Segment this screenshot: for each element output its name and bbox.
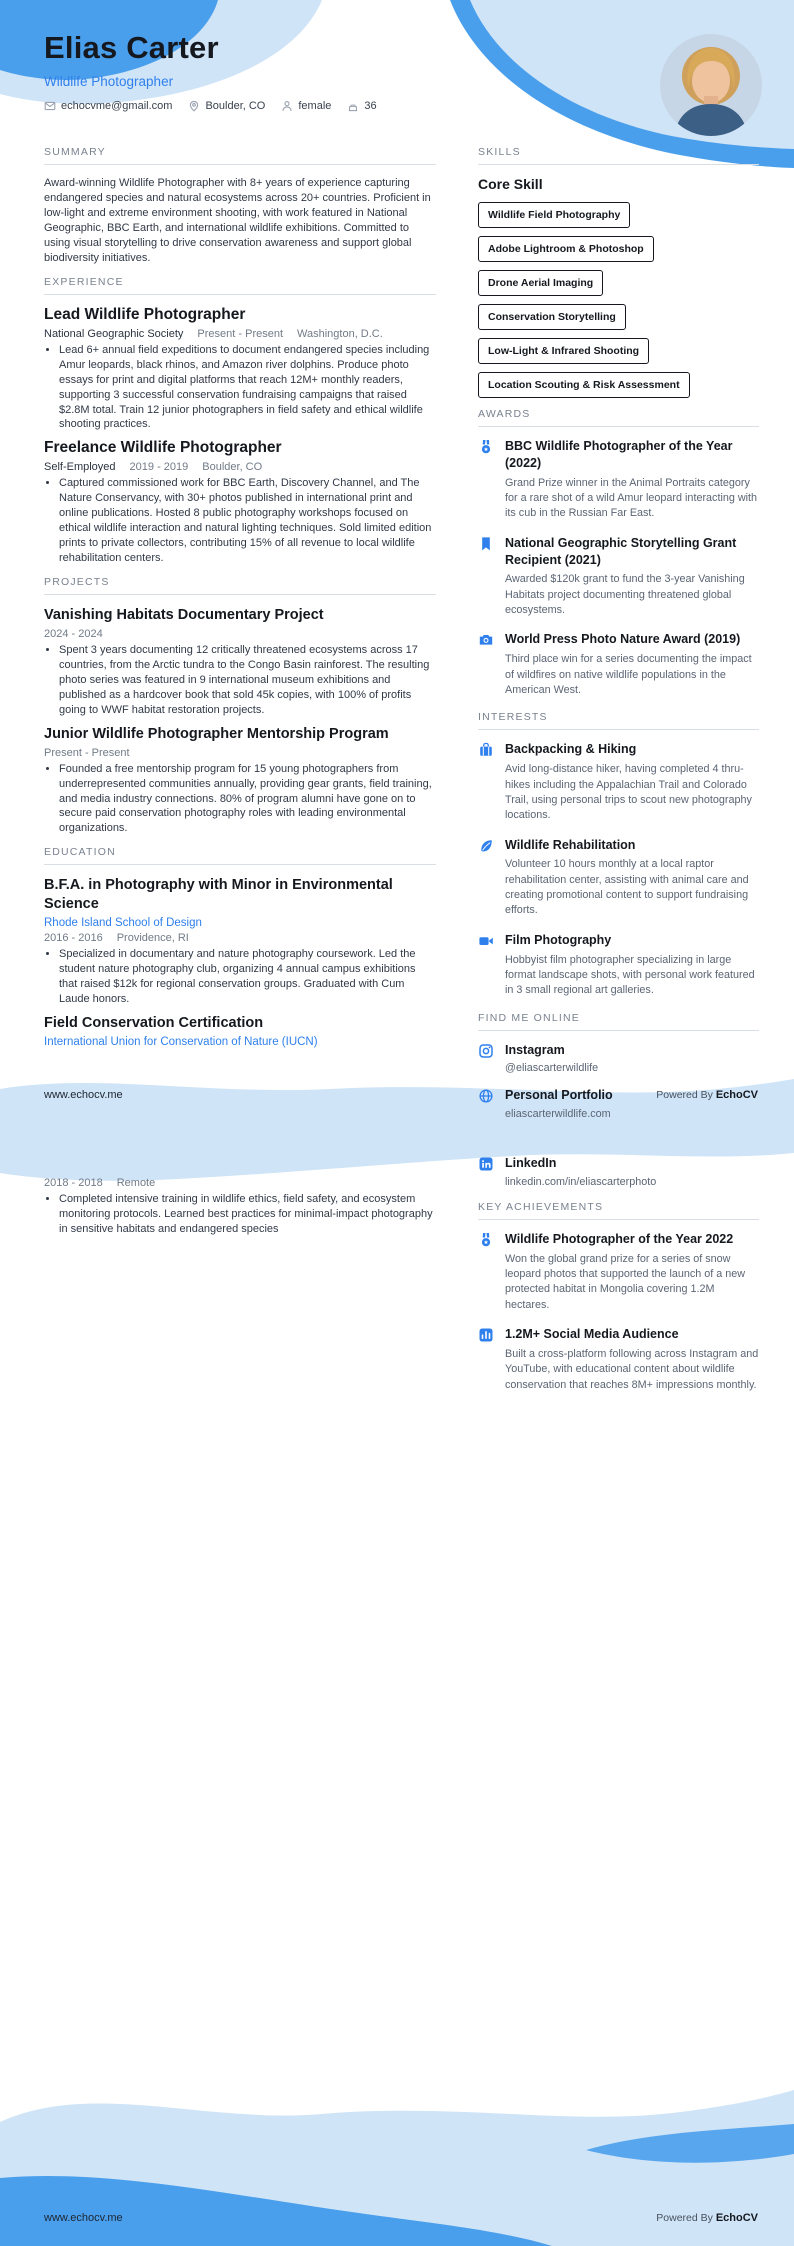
job-meta [44,328,436,340]
school-link[interactable]: Rhode Island School of Design [44,917,202,930]
right-column [478,146,759,1123]
experience-item [44,439,436,566]
education-item [44,876,436,1007]
section-summary [44,146,436,266]
award-title: National Geographic Storytelling Grant Recipient (2021) [505,535,737,567]
email-icon [44,100,56,112]
contact-gender-text: female [298,100,332,112]
online-handle: @eliascarterwildlife [505,1062,599,1075]
award-title: BBC Wildlife Photographer of the Year (2022) [505,439,733,470]
section-heading-skills: SKILLS [478,146,759,165]
left-column [44,146,436,1058]
powered-by-echocv[interactable] [656,1089,758,1101]
education-meta [44,932,436,944]
section-interests [478,711,759,998]
powered-by-echocv[interactable] [656,2212,758,2224]
camera-icon [478,632,494,648]
resume-page-2 [0,1123,794,2246]
achievement-desc: Built a cross-platform following across Instagram and YouTube, with educational content about wildlife conservation that reaches 8M+ impressions monthly. [505,1347,759,1391]
interest-desc: Hobbyist film photographer specializing in large format landscape shots, with personal work featured in 3 small regional art galleries. [505,953,755,997]
award-item [478,535,759,619]
section-heading-projects: PROJECTS [44,576,436,595]
powered-by-text: Powered By [656,1089,713,1101]
linkedin-icon [478,1156,494,1172]
education-dates: 2016 - 2016 [44,932,103,945]
job-dates: Present - Present [197,327,284,340]
school-link[interactable]: International Union for Conservation of Nature (IUCN) [44,1035,318,1048]
job-bullet: • Lead 6+ annual field expeditions to document endangered species including Amur leopards, black rhinos, and Amazon river dolphins. Produce photo essays for print and digital platforms that reach 12M+ monthly readers, supporting 3 successful conservation fundraising campaigns that raised $2.8M total. Train 12 junior photographers in field safety and ethical wildlife shooting practices. [59,343,436,433]
film-camera-icon [478,933,494,949]
instagram-icon [478,1043,494,1059]
education-bullet: • Specialized in documentary and nature photography coursework. Led the student nature photography club, organizing 4 annual campus exhibitions that raised $12k for regional conservation groups. Graduated with Cum Laude honors. [59,947,436,1007]
page-footer [0,2212,794,2224]
education-bullet: • Completed intensive training in wildlife ethics, field safety, and ecosystem monitoring protocols. Learned best practices for minimal-impact photography in sensitive habitats and endangered species [59,1192,436,1237]
project-title: Vanishing Habitats Documentary Project [44,607,324,624]
footer-site-link[interactable]: www.echocv.me [44,2212,123,2224]
brand-name: EchoCV [715,2212,758,2224]
skill-badge: Low-Light & Infrared Shooting [478,338,649,364]
medal-icon [478,439,494,455]
chart-icon [478,1327,494,1343]
job-company: National Geographic Society [44,327,184,340]
section-find-me-online [478,1012,759,1121]
achievement-title: Wildlife Photographer of the Year 2022 [505,1231,734,1246]
skill-group-title: Core Skill [478,176,543,192]
summary-text: Award-winning Wildlife Photographer with 8+ years of experience capturing endangered species and natural ecosystems across 20+ countries. Proficient in low-light and extreme environment shooting, with work featured in National Geographic, BBC Earth, and international wildlife exhibitions. Committed to using visual storytelling to drive conservation awareness and support global biodiversity initiatives. [44,177,431,264]
award-desc: Grand Prize winner in the Animal Portraits category for a rare shot of a wild Amur leopard interacting with its cub in the Russian Far East. [505,476,758,520]
section-education [44,846,436,1047]
award-item [478,438,759,522]
luggage-icon [478,742,494,758]
experience-item [44,306,436,433]
project-meta [44,628,436,640]
project-bullet: • Founded a free mentorship program for 15 young photographers from underrepresented communities annually, providing gear grants, field training, and media industry connections. 80% of program alumni have gone on to secure paid conservation photography roles with leading environmental organizations. [59,762,436,837]
job-location: Boulder, CO [202,461,263,474]
age-cake-icon [347,100,359,112]
education-item-continued [44,1177,436,1237]
skill-badge: Drone Aerial Imaging [478,270,603,296]
skill-badge: Wildlife Field Photography [478,202,630,228]
education-location: Providence, RI [116,932,189,945]
section-heading-experience: EXPERIENCE [44,276,436,295]
project-bullet: • Spent 3 years documenting 12 critically threatened ecosystems across 17 countries, from the Arctic tundra to the Congo Basin rainforest. The resulting photo series was featured in 9 international museum exhibitions and published as a hardcover book that sold 45k copies, with 100% of profits going to WWF habitat restoration projects. [59,643,436,718]
section-skills [478,146,759,398]
online-label: Instagram [505,1042,565,1057]
contact-email-text: echocvme@gmail.com [61,100,173,112]
contact-age [347,100,376,112]
contact-gender [281,100,331,112]
profile-photo [660,34,762,136]
education-location: Remote [116,1177,156,1189]
contact-location-text: Boulder, CO [205,100,266,112]
section-awards [478,408,759,698]
award-desc: Awarded $120k grant to fund the 3-year Vanishing Habitats project documenting threatened global ecosystems. [505,573,745,617]
degree-title: Field Conservation Certification [44,1014,264,1031]
online-handle: eliascarterwildlife.com [505,1108,611,1121]
job-location: Washington, D.C. [297,327,383,340]
job-meta [44,461,436,473]
job-title: Lead Wildlife Photographer [44,305,246,323]
section-heading-summary: SUMMARY [44,146,436,165]
project-dates: Present - Present [44,746,130,759]
online-handle: linkedin.com/in/eliascarterphoto [505,1175,657,1188]
brand-name: EchoCV [715,1089,758,1101]
project-title: Junior Wildlife Photographer Mentorship Program [44,725,389,742]
skill-badge: Conservation Storytelling [478,304,626,330]
education-item [44,1014,436,1048]
project-item [44,606,436,718]
achievement-item [478,1231,759,1313]
section-experience [44,276,436,566]
resume-header [44,30,377,112]
education-meta [44,1177,436,1189]
contact-location [188,100,265,112]
job-title: Freelance Wildlife Photographer [44,439,282,457]
interest-title: Film Photography [505,932,612,947]
bookmark-icon [478,536,494,552]
person-job-title: Wildlife Photographer [44,74,174,89]
medal-icon [478,1232,494,1248]
interest-item [478,741,759,823]
project-dates: 2024 - 2024 [44,628,103,640]
education-dates: 2018 - 2018 [44,1177,103,1189]
interest-item [478,837,759,919]
award-item [478,631,759,698]
achievement-item [478,1326,759,1393]
section-heading-education: EDUCATION [44,846,436,865]
section-projects [44,576,436,836]
achievement-desc: Won the global grand prize for a series of snow leopard photos that supported the launch of a new protected habitat in Mongolia covering 1.2M hectares. [505,1252,746,1311]
online-label: Personal Portfolio [505,1088,613,1103]
leaf-icon [478,838,494,854]
degree-title: B.F.A. in Photography with Minor in Environmental Science [44,877,393,913]
person-icon [281,100,293,112]
section-heading-awards: AWARDS [478,408,759,427]
section-key-achievements [478,1201,759,1393]
skill-badge: Adobe Lightroom & Photoshop [478,236,654,262]
interest-desc: Avid long-distance hiker, having completed 4 thru-hikes including the Appalachian Trail and Colorado Trail, using personal trips to scout new photography locations. [505,763,752,822]
section-heading-key-achievements: KEY ACHIEVEMENTS [478,1201,759,1220]
section-heading-interests: INTERESTS [478,711,759,730]
online-label: LinkedIn [505,1156,557,1170]
job-company: Self-Employed [44,461,116,474]
award-desc: Third place win for a series documenting the impact of wildfires on native wildlife populations in the American West. [505,653,752,696]
interest-title: Backpacking & Hiking [505,742,637,757]
section-heading-find-me-online: FIND ME ONLINE [478,1012,759,1031]
contact-age-text: 36 [364,100,377,112]
left-column [44,1177,436,1244]
online-link-linkedin[interactable] [478,1155,759,1188]
job-bullet: • Captured commissioned work for BBC Earth, Discovery Channel, and The Nature Conservancy, with 30+ photos published in international print and online publications. Hosted 8 public photography workshops focused on ethical wildlife interaction and natural lighting techniques. Sold limited edition prints to private collectors, contributing 15% of all revenue to local wildlife rehabilitation centers. [59,476,436,566]
contact-row [44,100,377,112]
footer-site-link[interactable]: www.echocv.me [44,1089,123,1101]
award-title: World Press Photo Nature Award (2019) [505,632,741,647]
project-meta [44,747,436,759]
contact-email[interactable] [44,100,172,112]
right-column [478,1155,759,1406]
online-link-instagram[interactable] [478,1042,759,1075]
interest-title: Wildlife Rehabilitation [505,837,636,852]
person-name: Elias Carter [44,30,219,65]
achievement-title: 1.2M+ Social Media Audience [505,1327,679,1342]
location-pin-icon [188,100,200,112]
powered-by-text: Powered By [656,2212,713,2224]
interest-desc: Volunteer 10 hours monthly at a local raptor rehabilitation center, assisting with animal care and creating promotional content to support fundraising efforts. [505,858,749,917]
skill-badge: Location Scouting & Risk Assessment [478,372,690,398]
page-footer [0,1089,794,1101]
project-item [44,725,436,837]
interest-item [478,932,759,999]
job-dates: 2019 - 2019 [129,461,189,474]
profile-photo-image [660,34,762,136]
